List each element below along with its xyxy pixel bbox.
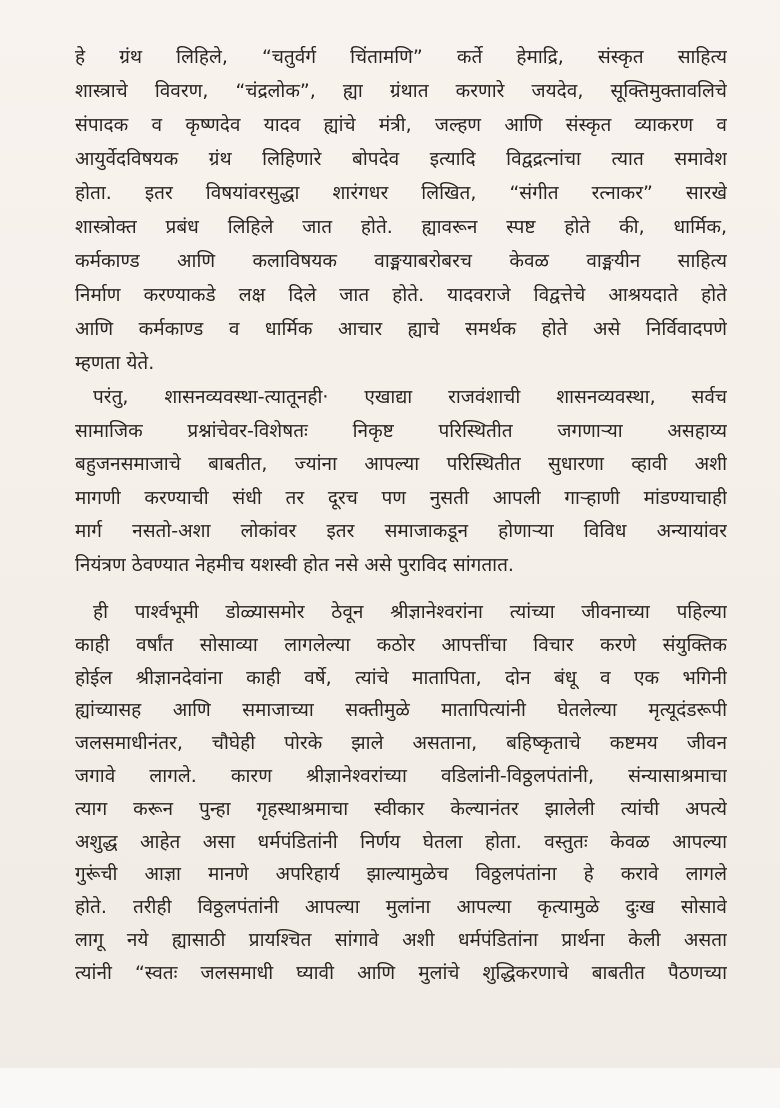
text-line: लागू नये ह्यासाठी प्रायश्चित सांगावे अशी धर्मपंडितांना प्रार्थना केली असता	[75, 928, 727, 951]
text-line: अशुद्ध आहेत असा धर्मपंडितांनी निर्णय घेतला होता. वस्तुतः केवळ आपल्या	[75, 830, 727, 853]
text-line: मार्ग नसतो-अशा लोकांवर इतर समाजाकडून होणाऱ्या विविध अन्यायांवर	[75, 520, 727, 542]
paragraph-governance	[75, 381, 727, 582]
text-line: निर्माण करण्याकडे लक्ष दिले जात होते. यादवराजे विद्वत्तेचे आश्रयदाते होते	[75, 284, 727, 306]
text-line: बहुजनसमाजाचे बाबतीत, ज्यांना आपल्या परिस्थितीत सुधारणा व्हावी अशी	[75, 453, 727, 475]
text-line: काही वर्षांत सोसाव्या लागलेल्या कठोर आपत्तींचा विचार करणे संयुक्तिक	[75, 633, 727, 656]
text-line: शास्त्रोक्त प्रबंध लिहिले जात होते. ह्यावरून स्पष्ट होते की, धार्मिक,	[75, 216, 727, 238]
text-line: नियंत्रण ठेवण्यात नेहमीच यशस्वी होत नसे असे पुराविद सांगतात.	[75, 553, 514, 576]
text-line: त्यांनी “स्वतः जलसमाधी घ्यावी आणि मुलांचे शुद्धिकरणाचे बाबतीत पैठणच्या	[75, 961, 727, 984]
text-line: आयुर्वेदविषयक ग्रंथ लिहिणारे बोपदेव इत्यादि विद्वद्रत्नांचा त्यात समावेश	[75, 148, 727, 170]
text-line: ही पार्श्वभूमी डोळ्यासमोर ठेवून श्रीज्ञानेश्वरांना त्यांच्या जीवनाच्या पहिल्या	[93, 601, 727, 623]
text-line: त्याग करून पुन्हा गृहस्थाश्रमाचा स्वीकार केल्यानंतर झालेली त्यांची अपत्ये	[75, 797, 727, 820]
text-line: होता. इतर विषयांवरसुद्धा शारंगधर लिखित, “संगीत रत्नाकर” सारखे	[75, 182, 727, 204]
text-line: ह्यांच्यासह आणि समाजाच्या सक्तीमुळे मातापित्यांनी घेतलेल्या मृत्यूदंडरूपी	[75, 699, 727, 722]
text-line: मागणी करण्याची संधी तर दूरच पण नुसती आपली गाऱ्हाणी मांडण्याचाही	[75, 486, 727, 509]
paragraph-yadava-scholars	[75, 40, 727, 380]
text-line: शास्त्राचे विवरण, “चंद्रलोक”, ह्या ग्रंथात करणारे जयदेव, सूक्तिमुक्तावलिचे	[75, 80, 727, 102]
text-line: जगावे लागले. कारण श्रीज्ञानेश्वरांच्या वडिलांनी-विठ्ठलपंतांनी, संन्यासाश्रमाचा	[75, 764, 727, 787]
text-line: संपादक व कृष्णदेव यादव ह्यांचे मंत्री, जल्हण आणि संस्कृत व्याकरण व	[75, 114, 727, 136]
text-line: हे ग्रंथ लिहिले, “चतुर्वर्ग चिंतामणि” कर्ते हेमाद्रि, संस्कृत साहित्य	[75, 46, 727, 68]
text-line: गुरूंची आज्ञा मानणे अपरिहार्य झाल्यामुळेच विठ्ठलपंतांना हे करावे लागले	[75, 863, 727, 886]
text-line: सामाजिक प्रश्नांचेवर-विशेषतः निकृष्ट परिस्थितीत जगणाऱ्या असहाय्य	[75, 419, 727, 442]
text-line: होते. तरीही विठ्ठलपंतांनी आपल्या मुलांना आपल्या कृत्यामुळे दुःख सोसावे	[75, 896, 727, 919]
paragraph-dnyaneshwar-background	[75, 596, 727, 990]
text-line: कर्मकाण्ड आणि कलाविषयक वाङ्मयाबरोबरच केवळ वाङ्मयीन साहित्य	[75, 250, 727, 272]
text-line: आणि कर्मकाण्ड व धार्मिक आचार ह्याचे समर्थक होते असे निर्विवादपणे	[75, 318, 727, 340]
text-line: होईल श्रीज्ञानदेवांना काही वर्षे, त्यांचे मातापिता, दोन बंधू व एक भगिनी	[75, 666, 727, 689]
text-line: जलसमाधीनंतर, चौघेही पोरके झाले असताना, बहिष्कृताचे कष्टमय जीवन	[75, 732, 727, 755]
text-line: परंतु, शासनव्यवस्था-त्यातूनही· एखाद्या राजवंशाची शासनव्यवस्था, सर्वच	[93, 386, 727, 408]
page-bottom-margin	[0, 1068, 780, 1108]
text-line: म्हणता येते.	[75, 352, 155, 374]
